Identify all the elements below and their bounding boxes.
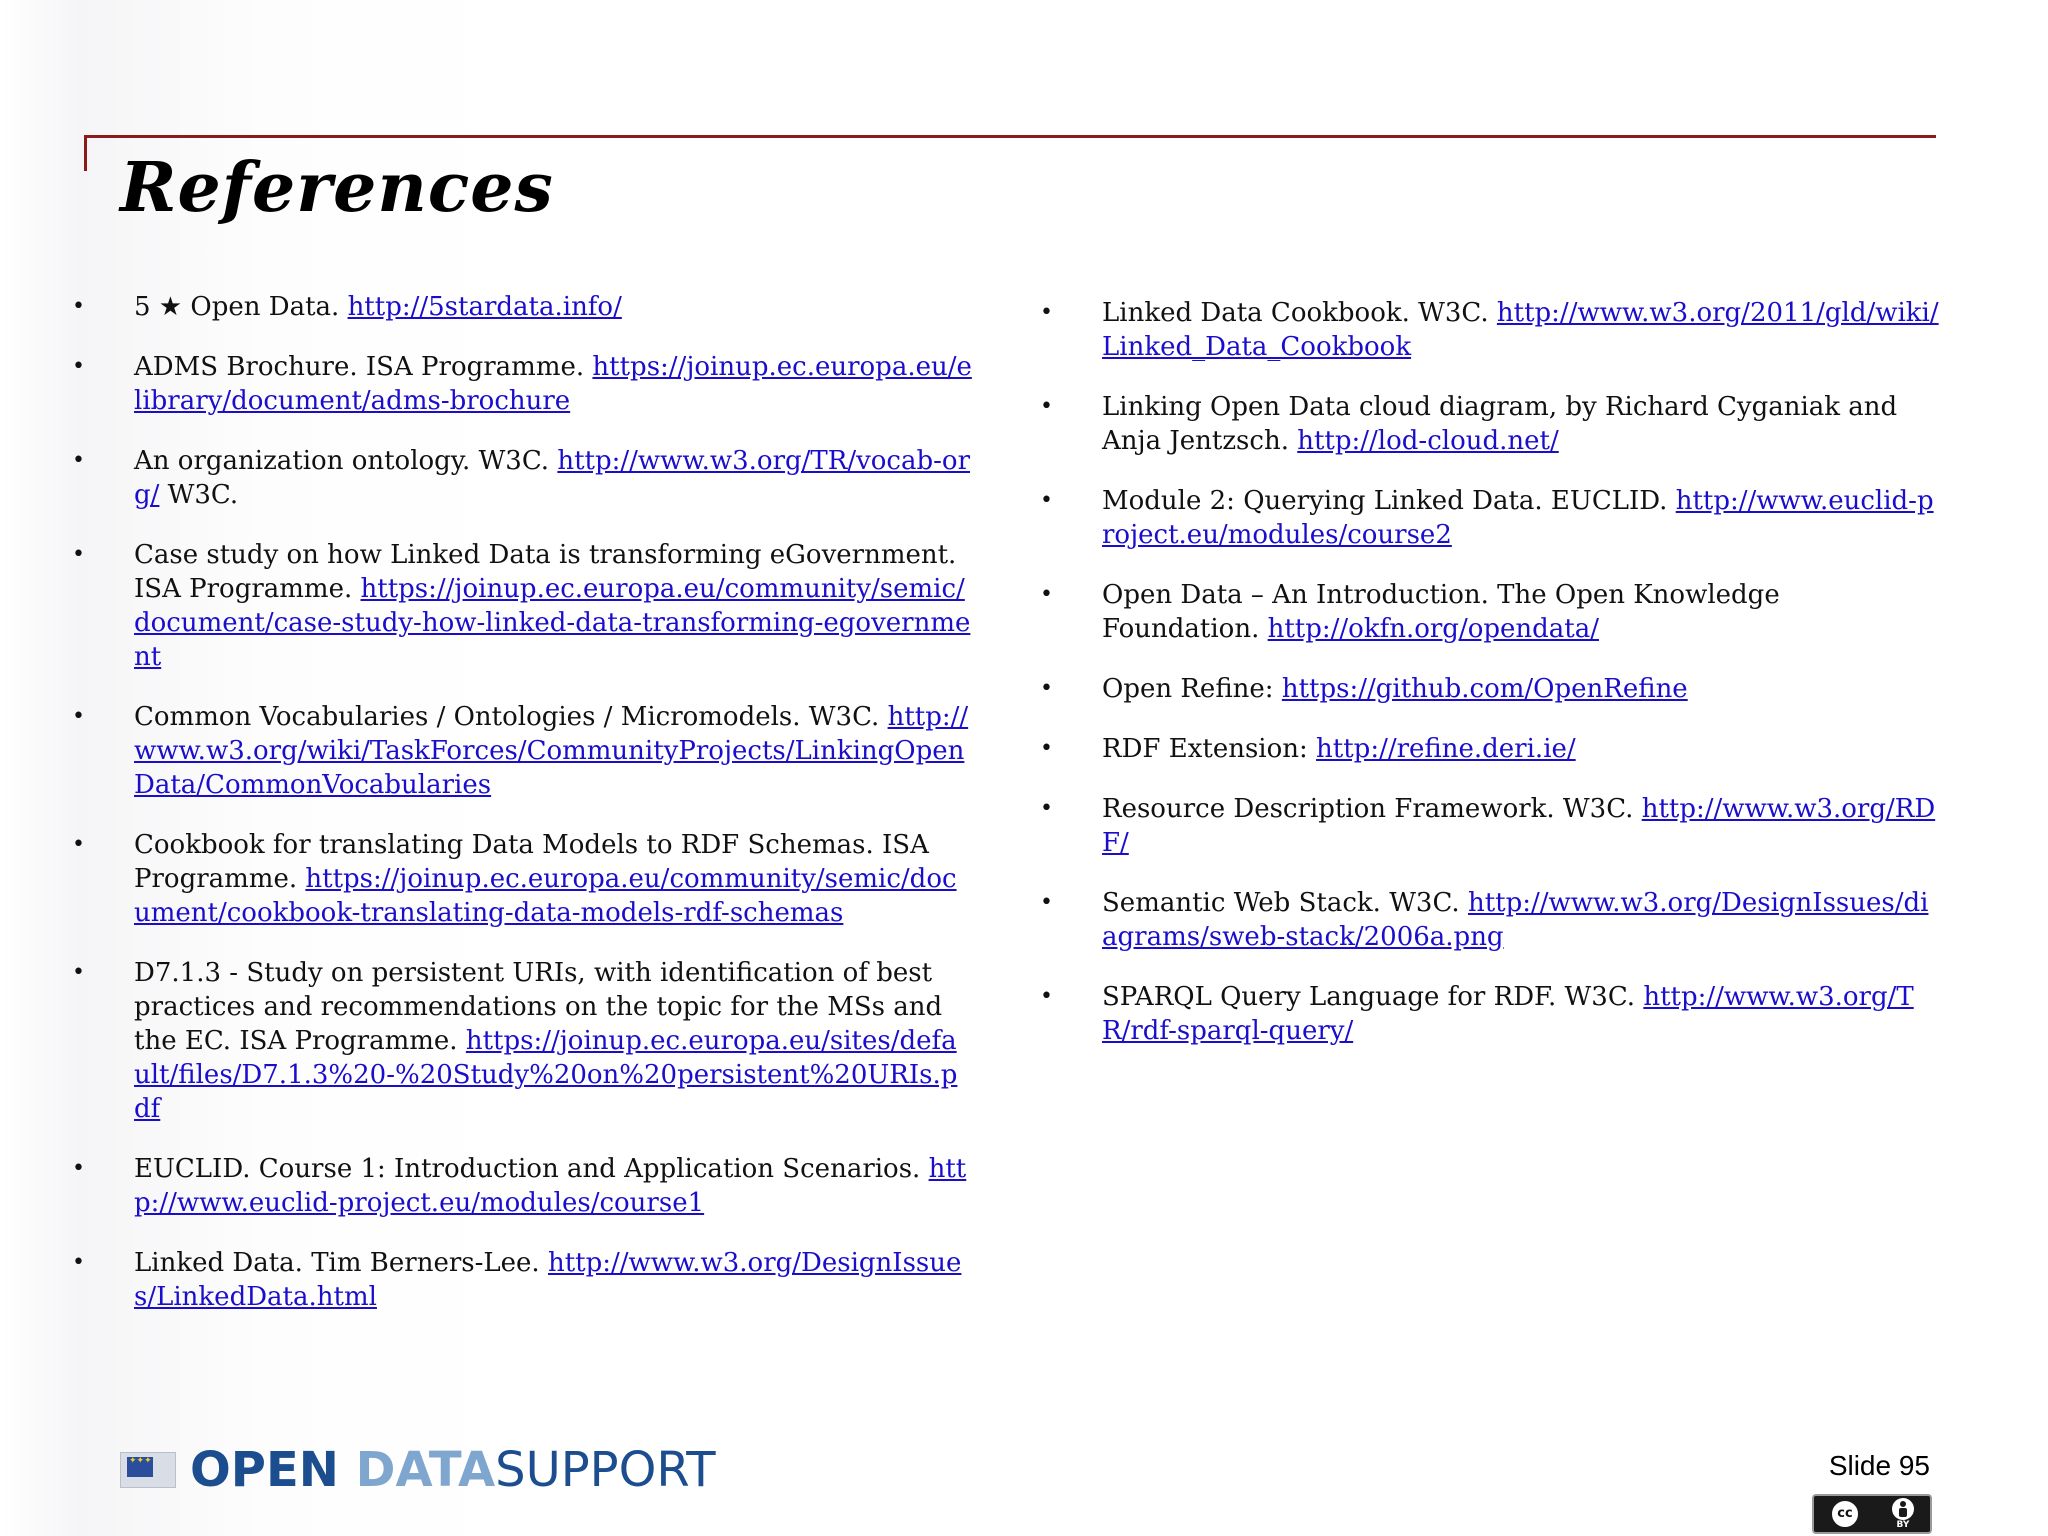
reference-text: Open Refine: [1102,674,1282,704]
brand-data: DATA [355,1442,496,1498]
reference-link[interactable]: http://www.w3.org/DesignIssues/LinkedData.html [134,1248,962,1312]
reference-text: D7.1.3 - Study on persistent URIs, with identification of best practices and recommendations on the topic for the MSs and the EC. ISA Programme. [134,958,943,1056]
reference-link[interactable]: http://lod-cloud.net/ [1297,426,1559,456]
reference-item [72,538,972,674]
bullet-icon: • [72,354,85,379]
reference-link[interactable]: http://okfn.org/opendata/ [1267,614,1599,644]
reference-item [1040,296,1940,364]
brand-wordmark [190,1440,716,1500]
by-label: BY [1896,1520,1910,1530]
reference-link[interactable]: https://joinup.ec.europa.eu/elibrary/document/adms-brochure [134,352,972,416]
reference-text: ADMS Brochure. ISA Programme. [134,352,593,382]
reference-link[interactable]: http://www.w3.org/TR/vocab-org/ [134,446,970,510]
reference-link[interactable]: http://www.w3.org/TR/rdf-sparql-query/ [1102,982,1914,1046]
open-data-support-logo [120,1440,716,1500]
reference-item [1040,484,1940,552]
reference-link[interactable]: http://www.w3.org/wiki/TaskForces/CommunityProjects/LinkingOpenData/CommonVocabularies [134,702,969,800]
reference-text: EUCLID. Course 1: Introduction and Application Scenarios. [134,1154,929,1184]
reference-text: Open Data – An Introduction. The Open Knowledge Foundation. [1102,580,1780,644]
reference-link[interactable]: https://joinup.ec.europa.eu/sites/default/files/D7.1.3%20-%20Study%20on%20persistent%20URIs.pdf [134,1026,958,1124]
references-right-column [1040,296,1940,1074]
reference-text: Linked Data. Tim Berners-Lee. [134,1248,548,1278]
reference-text: 5 ★ Open Data. [134,292,348,322]
eu-flag-icon: ✦✦✦ [120,1452,176,1488]
attribution-icon [1892,1498,1914,1530]
reference-link[interactable]: https://joinup.ec.europa.eu/community/semic/document/cookbook-translating-data-models-rdf-schemas [134,864,957,928]
reference-text: Cookbook for translating Data Models to RDF Schemas. ISA Programme. [134,830,929,894]
bullet-icon: • [72,832,85,857]
cc-by-license-badge[interactable] [1812,1494,1932,1534]
reference-item [1040,578,1940,646]
cc-icon: cc [1830,1499,1860,1529]
reference-link[interactable]: http://5stardata.info/ [347,292,622,322]
reference-link[interactable]: https://github.com/OpenRefine [1281,674,1688,704]
reference-text: RDF Extension: [1102,734,1317,764]
reference-item [72,350,972,418]
reference-text: Common Vocabularies / Ontologies / Micromodels. W3C. [134,702,888,732]
reference-link[interactable]: http://www.euclid-project.eu/modules/course1 [134,1154,967,1218]
title-rule [84,135,1936,138]
bullet-icon: • [72,1156,85,1181]
bullet-icon: • [1040,488,1053,513]
bullet-icon: • [72,542,85,567]
bullet-icon: • [1040,796,1053,821]
reference-text: SPARQL Query Language for RDF. W3C. [1102,982,1644,1012]
references-left-column [72,290,972,1340]
bullet-icon: • [1040,394,1053,419]
reference-item [72,828,972,930]
reference-link[interactable]: http://www.w3.org/DesignIssues/diagrams/sweb-stack/2006a.png [1102,888,1929,952]
reference-item [1040,390,1940,458]
reference-link[interactable]: http://refine.deri.ie/ [1316,734,1576,764]
reference-item [72,956,972,1126]
slide-number: Slide 95 [1828,1450,1930,1481]
bullet-icon: • [72,1250,85,1275]
reference-item [72,1246,972,1314]
brand-support: SUPPORT [495,1442,716,1498]
reference-link[interactable]: https://joinup.ec.europa.eu/community/semic/document/case-study-how-linked-data-transforming-egovernment [134,574,971,672]
bullet-icon: • [1040,890,1053,915]
reference-text: Linked Data Cookbook. W3C. [1102,298,1497,328]
reference-link[interactable]: http://www.w3.org/RDF/ [1102,794,1936,858]
reference-text: Semantic Web Stack. W3C. [1102,888,1468,918]
bullet-icon: • [72,704,85,729]
bullet-icon: • [1040,676,1053,701]
reference-item [1040,792,1940,860]
reference-text: An organization ontology. W3C. [134,446,558,476]
bullet-icon: • [72,960,85,985]
reference-text: Resource Description Framework. W3C. [1102,794,1642,824]
slide-title: References [120,148,554,228]
reference-item [1040,886,1940,954]
reference-item [72,1152,972,1220]
bullet-icon: • [1040,582,1053,607]
bullet-icon: • [1040,736,1053,761]
brand-open: OPEN [190,1442,356,1498]
reference-item [1040,980,1940,1048]
reference-text: Case study on how Linked Data is transforming eGovernment. ISA Programme. [134,540,957,604]
reference-link[interactable]: http://www.w3.org/2011/gld/wiki/Linked_Data_Cookbook [1102,298,1939,362]
bullet-icon: • [1040,300,1053,325]
bullet-icon: • [1040,984,1053,1009]
title-rule-tick [84,135,87,171]
reference-item [72,444,972,512]
person-icon [1892,1498,1914,1520]
reference-text: Module 2: Querying Linked Data. EUCLID. [1102,486,1676,516]
reference-item [72,290,972,324]
reference-item [1040,732,1940,766]
reference-link[interactable]: http://www.euclid-project.eu/modules/course2 [1102,486,1934,550]
reference-item [72,700,972,802]
bullet-icon: • [72,448,85,473]
reference-text: Linking Open Data cloud diagram, by Richard Cyganiak and Anja Jentzsch. [1102,392,1898,456]
reference-item [1040,672,1940,706]
reference-suffix: W3C. [159,480,239,510]
bullet-icon: • [72,294,85,319]
